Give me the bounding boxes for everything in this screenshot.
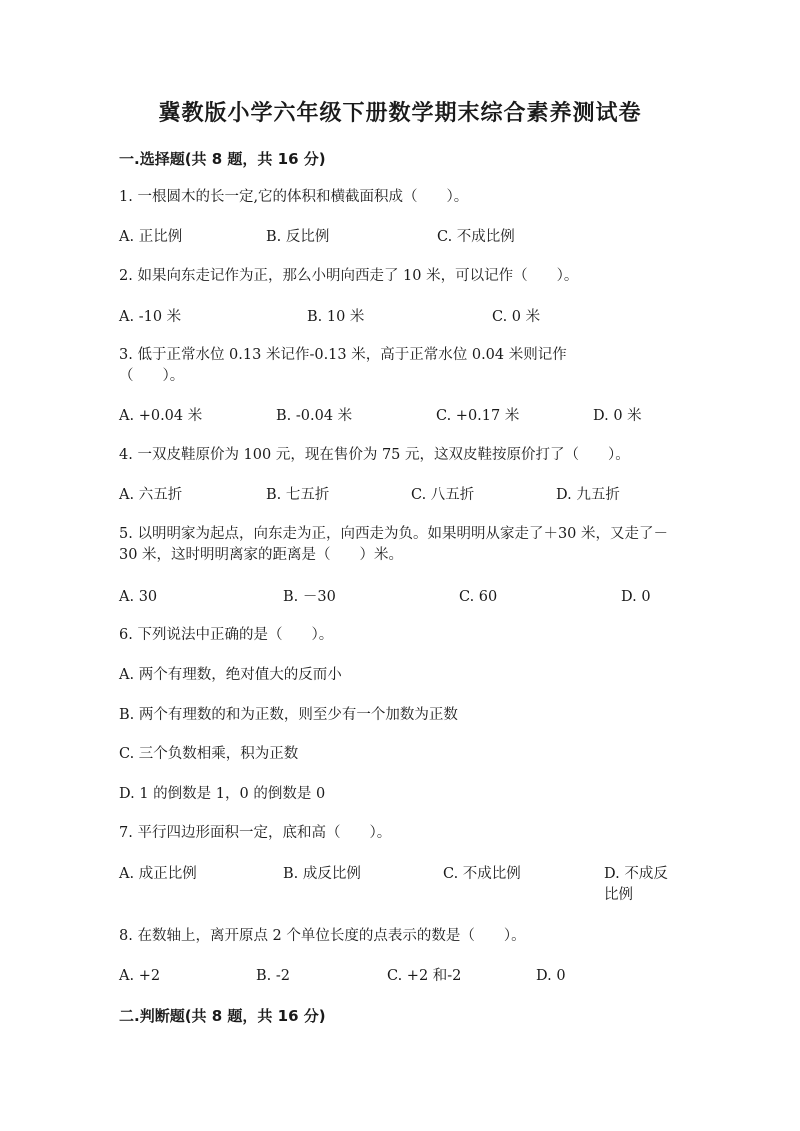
question-2-option-a: A. -10 米: [119, 309, 182, 325]
question-1: 1. 一根圆木的长一定,它的体积和横截面积成（ ）。: [119, 189, 469, 205]
question-2: 2. 如果向东走记作为正，那么小明向西走了 10 米，可以记作（ ）。: [119, 268, 579, 284]
question-2-option-b: B. 10 米: [307, 309, 365, 325]
section-heading-choice: 一.选择题(共 8 题，共 16 分): [119, 150, 326, 168]
question-5-option-b: B. －30: [283, 589, 336, 605]
question-1-option-c: C. 不成比例: [437, 229, 515, 245]
question-4-option-d: D. 九五折: [556, 487, 620, 503]
question-3-option-a: A. +0.04 米: [119, 408, 203, 424]
question-3-option-d: D. 0 米: [593, 408, 642, 424]
question-3-option-b: B. -0.04 米: [276, 408, 353, 424]
question-1-option-b: B. 反比例: [266, 229, 330, 245]
question-7: 7. 平行四边形面积一定，底和高（ ）。: [119, 825, 392, 841]
question-5-option-c: C. 60: [459, 589, 498, 605]
question-7-option-c: C. 不成比例: [443, 866, 521, 882]
question-4: 4. 一双皮鞋原价为 100 元，现在售价为 75 元，这双皮鞋按原价打了（ ）。: [119, 447, 630, 463]
question-4-option-c: C. 八五折: [411, 487, 475, 503]
question-3-option-c: C. +0.17 米: [436, 408, 520, 424]
question-4-option-a: A. 六五折: [119, 487, 183, 503]
question-6: 6. 下列说法中正确的是（ ）。: [119, 627, 334, 643]
question-5-option-a: A. 30: [119, 589, 158, 605]
question-3: 3. 低于正常水位 0.13 米记作-0.13 米，高于正常水位 0.04 米则记作（ ）。: [119, 347, 567, 384]
page-title: 冀教版小学六年级下册数学期末综合素养测试卷: [158, 101, 642, 126]
question-8-option-d: D. 0: [536, 968, 566, 984]
question-8: 8. 在数轴上，离开原点 2 个单位长度的点表示的数是（ ）。: [119, 928, 526, 944]
question-8-option-b: B. -2: [256, 968, 290, 984]
question-4-option-b: B. 七五折: [266, 487, 330, 503]
question-5-option-d: D. 0: [621, 589, 651, 605]
question-6-option-c: C. 三个负数相乘，积为正数: [119, 746, 299, 762]
question-7-option-b: B. 成反比例: [283, 866, 361, 882]
question-1-option-a: A. 正比例: [119, 229, 183, 245]
question-2-option-c: C. 0 米: [492, 309, 541, 325]
question-8-option-c: C. +2 和-2: [387, 968, 462, 984]
question-5: 5. 以明明家为起点，向东走为正，向西走为负。如果明明从家走了＋30 米，又走了－30 米，这时明明离家的距离是（ ）米。: [119, 526, 669, 563]
question-6-option-d: D. 1 的倒数是 1，0 的倒数是 0: [119, 786, 326, 802]
section-heading-judgement: 二.判断题(共 8 题，共 16 分): [119, 1007, 326, 1025]
question-6-option-b: B. 两个有理数的和为正数，则至少有一个加数为正数: [119, 707, 458, 723]
question-8-option-a: A. +2: [119, 968, 161, 984]
question-7-option-d: D. 不成反比例: [604, 866, 668, 903]
question-6-option-a: A. 两个有理数，绝对值大的反而小: [119, 667, 342, 683]
question-7-option-a: A. 成正比例: [119, 866, 197, 882]
